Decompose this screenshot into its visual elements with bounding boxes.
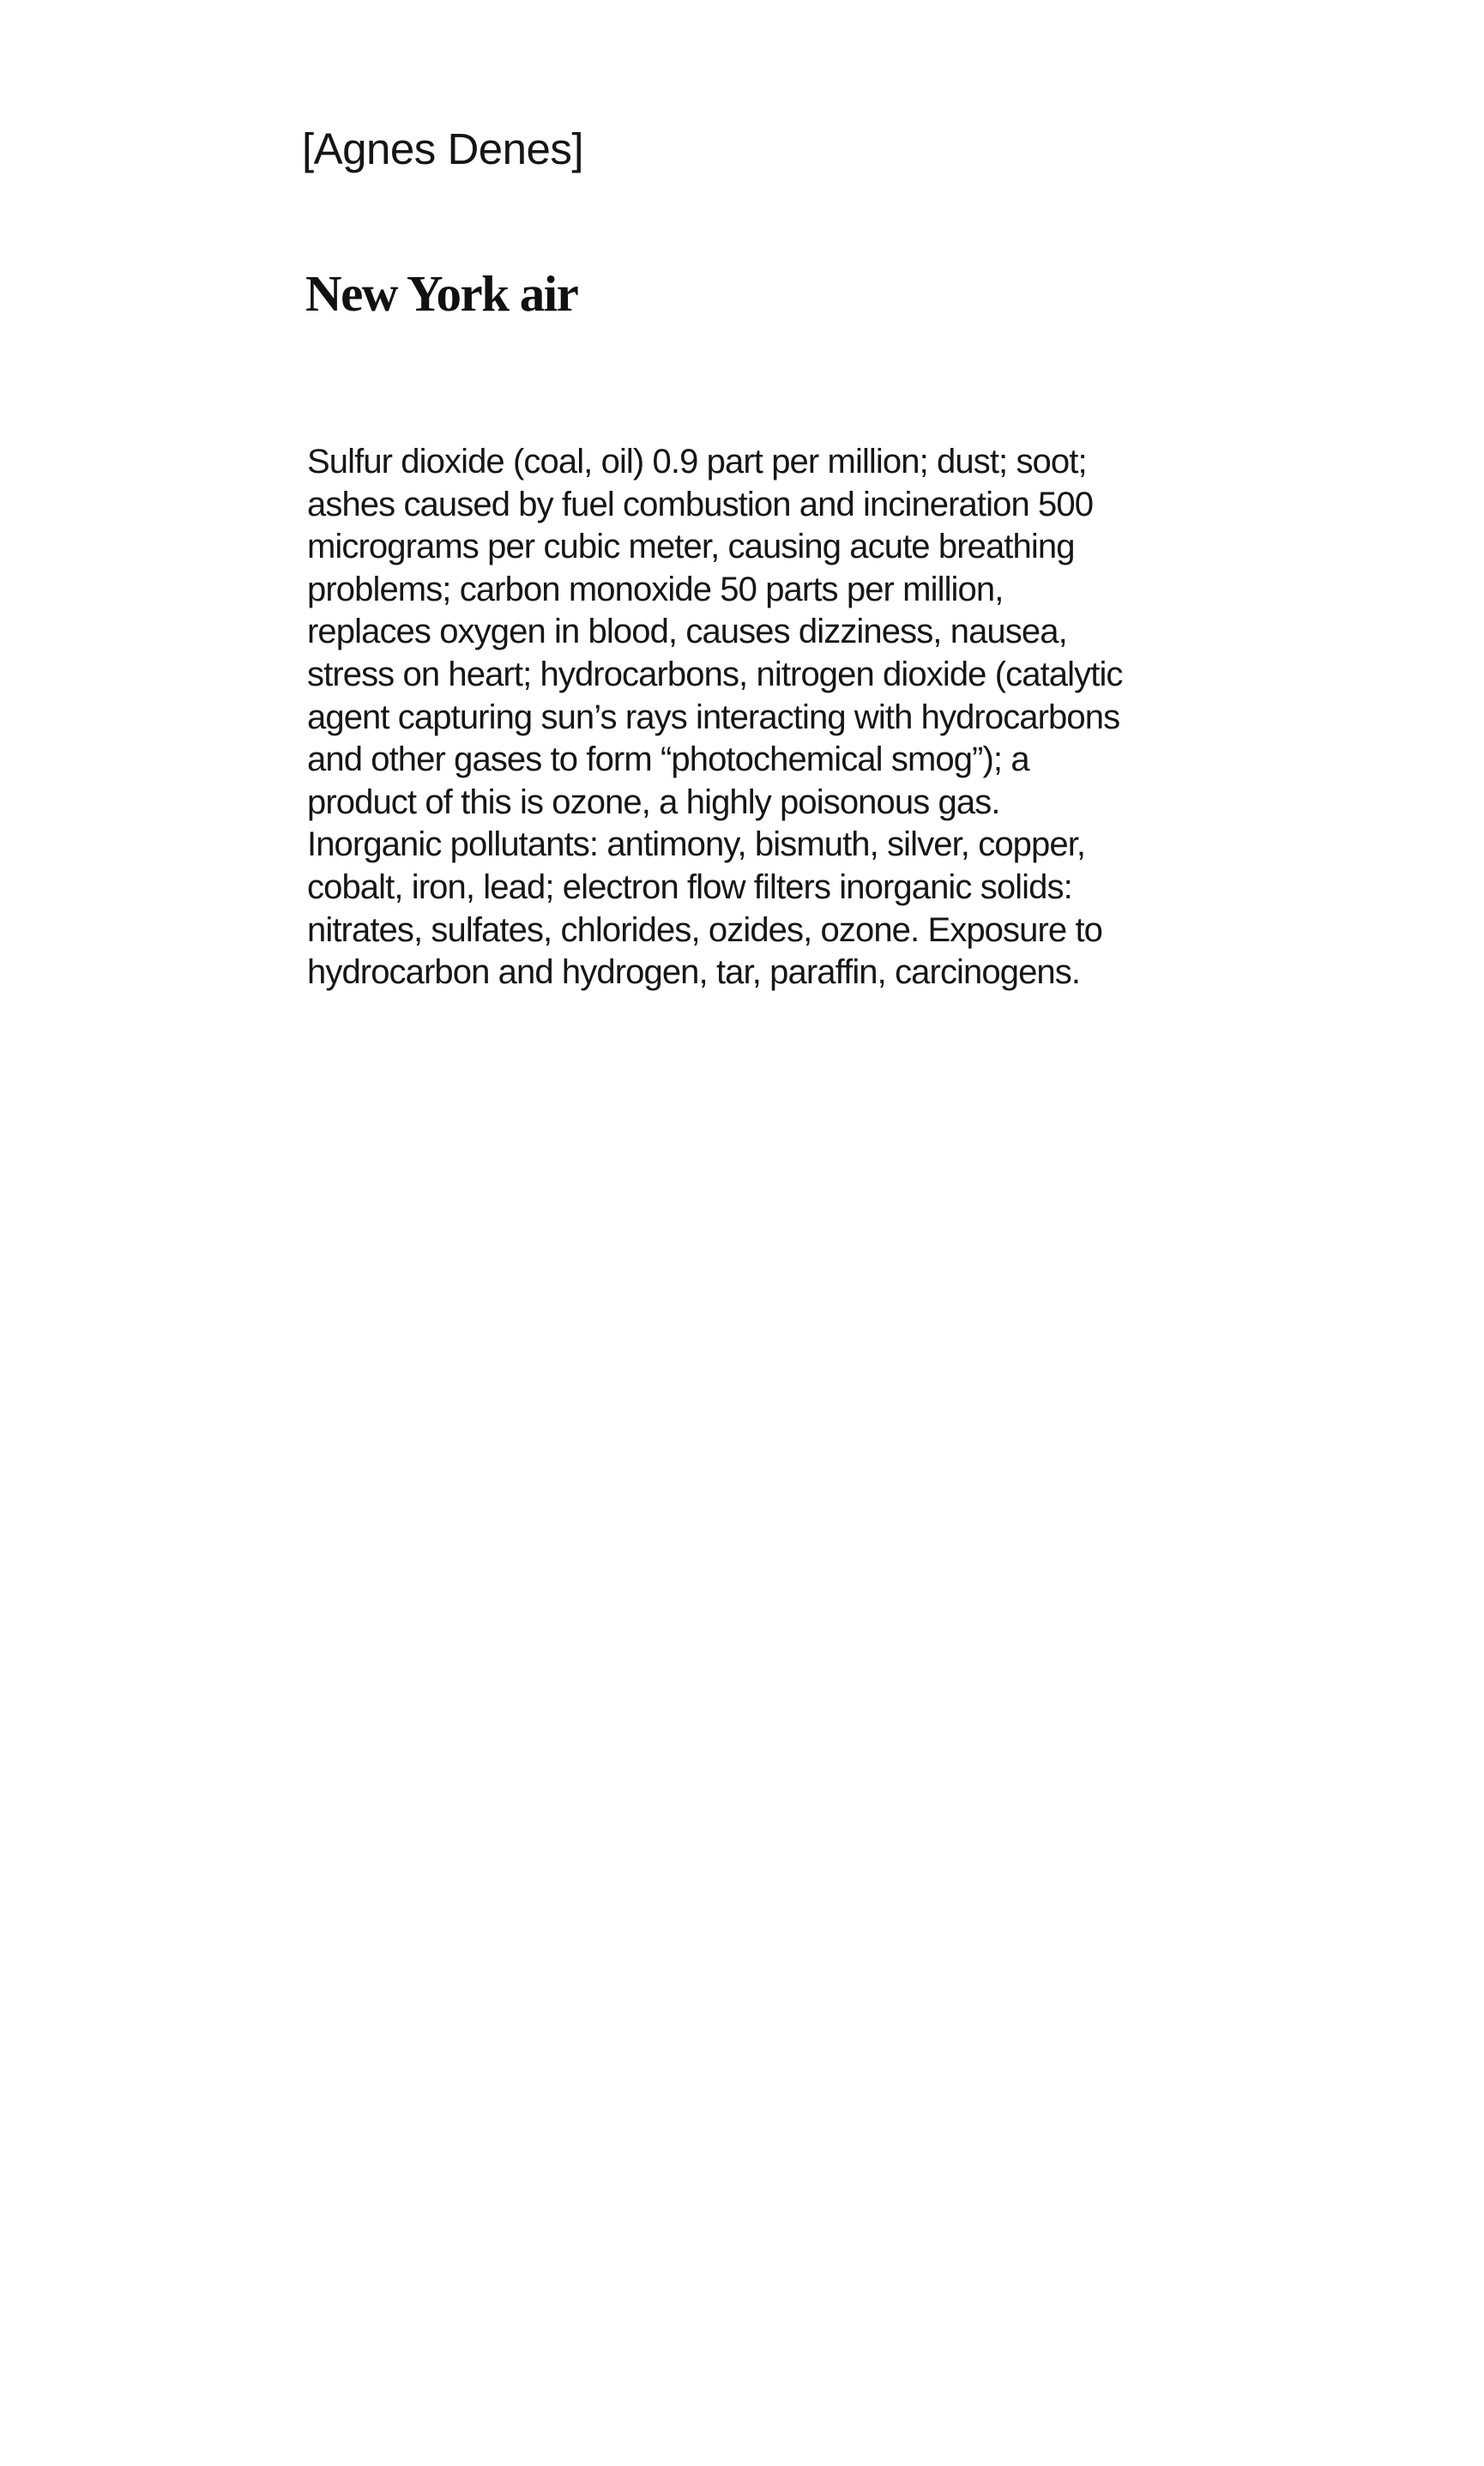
- body-line: replaces oxygen in blood, causes dizziness, nausea,: [307, 613, 1067, 651]
- author-name: [Agnes Denes]: [302, 124, 584, 173]
- body-line: Sulfur dioxide (coal, oil) 0.9 part per million; dust; soot;: [307, 443, 1087, 481]
- body-line: hydrocarbon and hydrogen, tar, paraffin, carcinogens.: [307, 953, 1081, 992]
- page-title: New York air: [305, 265, 578, 322]
- body-line: ashes caused by fuel combustion and incineration 500: [307, 485, 1094, 523]
- body-line: micrograms per cubic meter, causing acute breathing: [307, 528, 1075, 566]
- body-line: agent capturing sun’s rays interacting with hydrocarbons: [307, 698, 1120, 736]
- body-line: and other gases to form “photochemical smog”); a: [307, 740, 1029, 779]
- body-line: Inorganic pollutants: antimony, bismuth, silver, copper,: [307, 825, 1086, 864]
- body-line: product of this is ozone, a highly poisonous gas.: [307, 783, 1000, 821]
- body-paragraph: [307, 441, 1199, 994]
- body-line: problems; carbon monoxide 50 parts per million,: [307, 570, 1004, 608]
- body-line: nitrates, sulfates, chlorides, ozides, ozone. Exposure to: [307, 910, 1103, 949]
- body-line: stress on heart; hydrocarbons, nitrogen dioxide (catalytic: [307, 655, 1123, 693]
- body-line: cobalt, iron, lead; electron flow filters inorganic solids:: [307, 867, 1072, 906]
